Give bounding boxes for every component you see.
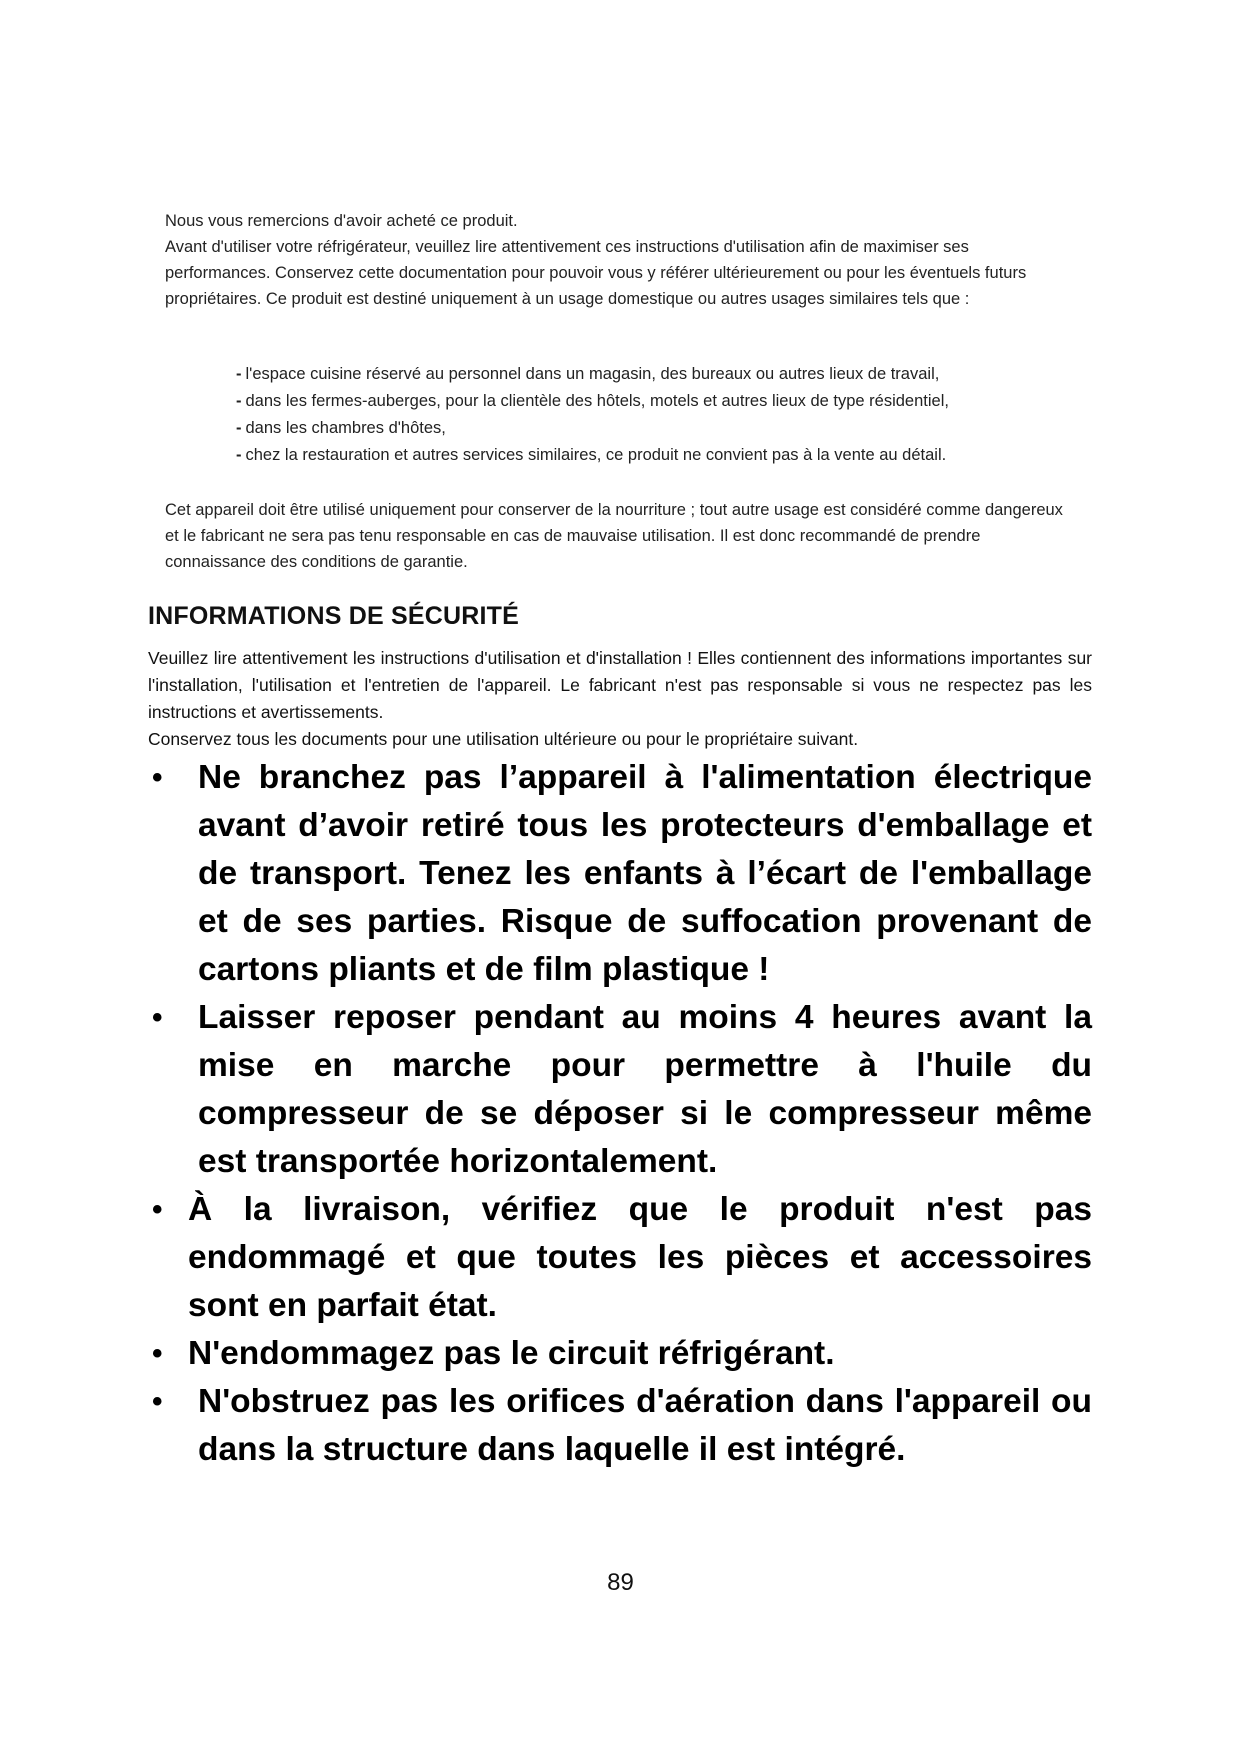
safety-keep-documents: Conservez tous les documents pour une utilisation ultérieure ou pour le propriétaire suivant. (148, 729, 859, 749)
safety-warning-text: N'obstruez pas les orifices d'aération dans l'appareil ou dans la structure dans laquelle il est intégré. (198, 1383, 1092, 1468)
usage-item (236, 442, 1076, 469)
usage-list (236, 361, 1076, 469)
safety-warning-text: N'endommagez pas le circuit réfrigérant. (188, 1335, 835, 1372)
usage-disclaimer: Cet appareil doit être utilisé uniquement pour conserver de la nourriture ; tout autre usage est considéré comme dangereux et le fabricant ne sera pas tenu responsable en cas de mauvaise utilisation. Il est donc recommandé de prendre connaissance des conditions de garantie. (165, 501, 1063, 571)
bullet-icon: • (152, 1001, 163, 1034)
safety-warning-text: À la livraison, vérifiez que le produit n'est pas endommagé et que toutes les pièces et accessoires sont en parfait état. (188, 1191, 1092, 1324)
intro-section (165, 208, 1065, 312)
usage-item-text: dans les fermes-auberges, pour la clientèle des hôtels, motels et autres lieux de type résidentiel, (245, 392, 949, 410)
usage-item (236, 388, 1076, 415)
safety-warning-item (148, 754, 1092, 994)
page-number: 89 (607, 1569, 634, 1596)
safety-warning-item (148, 1330, 1092, 1378)
safety-warning-text: Ne branchez pas l’appareil à l'alimentation électrique avant d’avoir retiré tous les protecteurs d'emballage et de transport. Tenez les enfants à l’écart de l'emballage et de ses parties. Risque de suffocation provenant de cartons pliants et de film plastique ! (198, 759, 1092, 988)
intro-thanks: Nous vous remercions d'avoir acheté ce produit. (165, 212, 518, 230)
safety-warning-list (148, 754, 1092, 1474)
dash-marker: - (236, 365, 242, 383)
dash-marker: - (236, 392, 242, 410)
safety-warning-item (148, 1378, 1092, 1474)
usage-item-text: l'espace cuisine réservé au personnel dans un magasin, des bureaux ou autres lieux de travail, (245, 365, 940, 383)
usage-item-text: dans les chambres d'hôtes, (245, 419, 446, 437)
dash-marker: - (236, 419, 242, 437)
safety-warning-text: Laisser reposer pendant au moins 4 heures avant la mise en marche pour permettre à l'huile du compresseur de se déposer si le compresseur même est transportée horizontalement. (198, 999, 1092, 1180)
intro-body: Avant d'utiliser votre réfrigérateur, veuillez lire attentivement ces instructions d'utilisation afin de maximiser ses performances. Conservez cette documentation pour pouvoir vous y référer ultérieurement ou pour les éventuels futurs propriétaires. Ce produit est destiné uniquement à un usage domestique ou autres usages similaires tels que : (165, 238, 1027, 308)
usage-item (236, 361, 1076, 388)
usage-item (236, 415, 1076, 442)
safety-intro: Veuillez lire attentivement les instructions d'utilisation et d'installation ! Elles contiennent des informations importantes sur l'installation, l'utilisation et l'entretien de l'appareil. Le fabricant n'est pas responsable si vous ne respectez pas les instructions et avertissements. (148, 648, 1092, 722)
safety-warning-item (148, 1186, 1092, 1330)
bullet-icon: • (152, 761, 163, 794)
bullet-icon: • (152, 1385, 163, 1418)
bullet-icon: • (152, 1193, 163, 1226)
bullet-icon: • (152, 1337, 163, 1370)
safety-heading: INFORMATIONS DE SÉCURITÉ (148, 602, 520, 630)
safety-warning-item (148, 994, 1092, 1186)
dash-marker: - (236, 446, 242, 464)
usage-item-text: chez la restauration et autres services similaires, ce produit ne convient pas à la vente au détail. (245, 446, 947, 464)
